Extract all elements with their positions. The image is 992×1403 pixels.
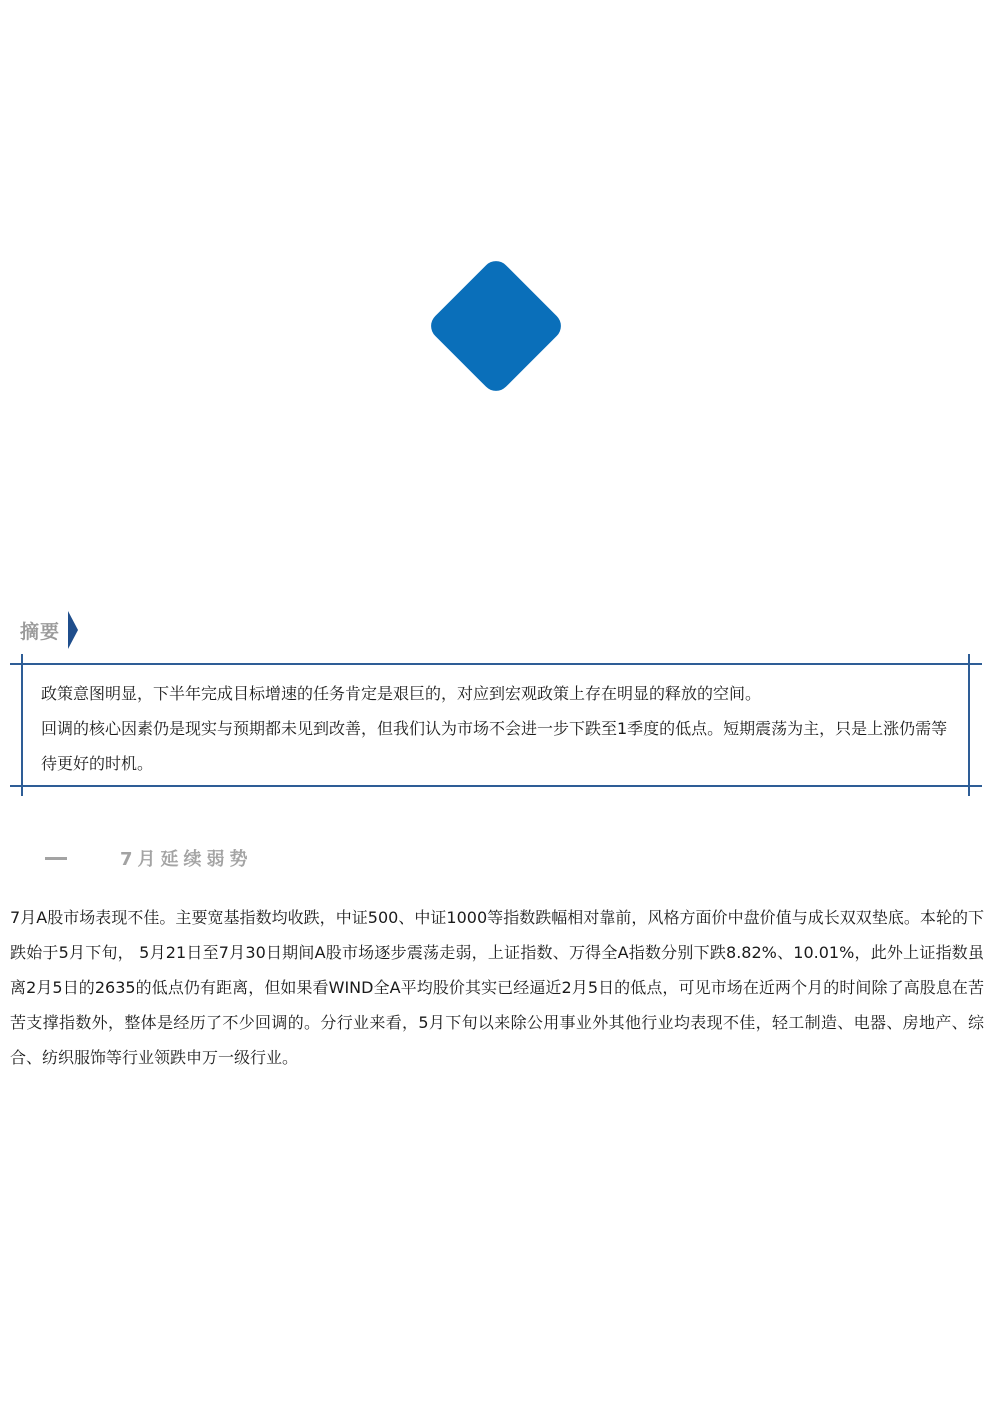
- summary-frame-bottom: [10, 785, 982, 787]
- summary-frame-left: [21, 654, 23, 796]
- summary-box: [41, 676, 961, 781]
- arrow-right-icon: [68, 611, 78, 649]
- abstract-header: [20, 611, 78, 649]
- summary-line: 回调的核心因素仍是现实与预期都未见到改善，但我们认为市场不会进一步下跌至1季度的低点。短期震荡为主，只是上涨仍需等待更好的时机。: [41, 719, 948, 773]
- summary-line: 政策意图明显，下半年完成目标增速的任务肯定是艰巨的，对应到宏观政策上存在明显的释放的空间。: [41, 684, 762, 703]
- body-paragraph: 7月A股市场表现不佳。主要宽基指数均收跌，中证500、中证1000等指数跌幅相对靠前，风格方面价中盘价值与成长双双垫底。本轮的下跌始于5月下旬， 5月21日至7月30日期间A股市场逐步震荡走弱，上证指数、万得全A指数分别下跌8.82%、10.01%，此外上证指数虽离2月5日的2635的低点仍有距离，但如果看WIND全A平均股价其实已经逼近2月5日的低点，可见市场在近两个月的时间除了高股息在苦苦支撑指数外，整体是经历了不少回调的。分行业来看，5月下旬以来除公用事业外其他行业均表现不佳，轻工制造、电器、房地产、综合、纺织服饰等行业领跌申万一级行业。: [10, 908, 984, 1067]
- section-title: 7月延续弱势: [120, 849, 253, 870]
- diamond-logo-icon: [425, 255, 566, 396]
- section-number-dash: [45, 857, 67, 860]
- summary-frame-right: [968, 654, 970, 796]
- abstract-title: 摘要: [20, 620, 61, 643]
- summary-frame-top: [10, 663, 982, 665]
- section-heading: [45, 843, 253, 873]
